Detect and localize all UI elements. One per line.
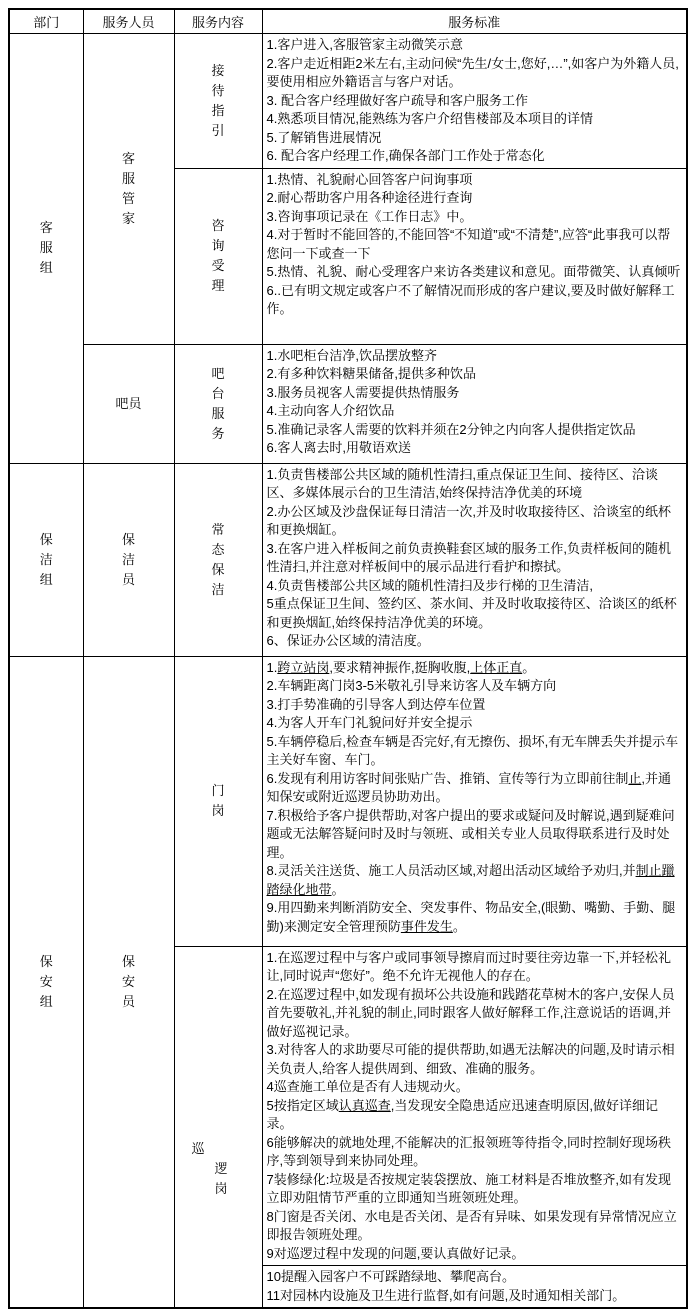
header-department: 部门 xyxy=(9,9,83,34)
cell-standards-patrol xyxy=(262,946,687,1266)
header-service-content: 服务内容 xyxy=(174,9,262,34)
cell-content-cleaning: 常 态 保 洁 xyxy=(174,463,262,656)
standard-item: 11对园林内设施及卫生进行监督,如有问题,及时通知相关部门。 xyxy=(266,1287,626,1303)
standard-item: 3.咨询事项记录在《工作日志》中。 xyxy=(266,208,473,224)
cell-standards-gate xyxy=(262,656,687,946)
standard-item: 5.了解销售进展情况 xyxy=(266,129,382,145)
cell-content-bar: 吧 台 服 务 xyxy=(174,344,262,463)
cell-staff-butler: 客 服 管 家 xyxy=(83,34,174,345)
header-service-standard: 服务标准 xyxy=(262,9,687,34)
cell-staff-guard: 保 安 员 xyxy=(83,656,174,1308)
table-header-row xyxy=(9,9,687,34)
standard-item: 6.客人离去时,用敬语欢送 xyxy=(266,440,411,455)
standard-item: 7装修绿化:垃圾是否按规定装袋摆放、施工材料是否堆放整齐,如有发现立即劝阻情节严重的立即通知当班领班处理。 xyxy=(266,1171,671,1205)
standard-item: 6.发现有利用访客时间张贴广告、推销、宣传等行为立即前往制止,并通知保安或附近巡逻员协助劝出。 xyxy=(266,770,671,804)
row-reception xyxy=(9,34,687,169)
standard-item: 4.为客人开车门礼貌问好并安全提示 xyxy=(266,715,473,730)
cell-content-patrol: 巡 逻 岗 xyxy=(174,946,262,1308)
cell-standards-reception xyxy=(262,34,687,169)
row-gate xyxy=(9,656,687,946)
standard-item: 3. 配合客户经理做好客户疏导和客户服务工作 xyxy=(266,92,528,108)
standard-item: 6能够解决的就地处理,不能解决的汇报领班等待指令,同时控制好现场秩序,等到领导到来协同处理。 xyxy=(266,1134,671,1168)
standard-item: 6、保证办公区域的清洁度。 xyxy=(266,633,430,648)
standard-item: 5.热情、礼貌、耐心受理客户来访各类建议和意见。面带微笑、认真倾听 xyxy=(266,264,681,279)
cell-standards-patrol-extra xyxy=(262,1266,687,1309)
standard-item: 3.服务员视客人需要提供热情服务 xyxy=(266,384,460,400)
row-bar xyxy=(9,344,687,463)
standard-item: 8门窗是否关闭、水电是否关闭、是否有异味、如果发现有异常情况应立即报告领班处理。 xyxy=(266,1208,677,1242)
standard-item: 2.在巡逻过程中,如发现有损坏公共设施和践踏花草树木的客户,安保人员首先要敬礼,并礼貌的制止,同时跟客人做好解释工作,注意说话的语调,并做好巡视记录。 xyxy=(266,986,675,1039)
standard-item: 4.对于暂时不能回答的,不能回答“不知道”或“不清楚”,应答“此事我可以帮您问一下或查一下 xyxy=(266,227,671,261)
standard-item: 3.在客户进入样板间之前负责换鞋套区域的服务工作,负责样板间的随机性清扫,并注意对样板间中的展示品进行看护和擦拭。 xyxy=(266,540,671,574)
standard-item: 5重点保证卫生间、签约区、茶水间、并及时收取接待区、洽谈区的纸杯和更换烟缸,始终保持洁净优美的环境。 xyxy=(266,596,677,630)
cell-department-security: 保 安 组 xyxy=(9,656,83,1308)
standard-item: 5.准确记录客人需要的饮料并须在2分钟之内向客人提供指定饮品 xyxy=(266,421,636,437)
standard-item: 2.耐心帮助客户用各种途径进行查询 xyxy=(266,190,473,205)
standard-item: 5按指定区域认真巡查,当发现安全隐患适应迅速查明原因,做好详细记录。 xyxy=(266,1097,658,1131)
standard-item: 5.车辆停稳后,检查车辆是否完好,有无擦伤、损坏,有无车牌丢失并提示车主关好车窗、车门。 xyxy=(266,733,679,767)
standard-item: 2.客户走近相距2米左右,主动问候“先生/女士,您好,…”,如客户为外籍人员,要使用相应外籍语言与客户对话。 xyxy=(266,55,679,89)
standard-item: 2.办公区域及沙盘保证每日清洁一次,并及时收取接待区、洽谈室的纸杯和更换烟缸。 xyxy=(266,503,671,537)
cell-standards-bar xyxy=(262,344,687,463)
standard-item: 1.客户进入,客服管家主动微笑示意 xyxy=(266,37,463,52)
standard-item: 1.热情、礼貌耐心回答客户问询事项 xyxy=(266,171,473,187)
standard-item: 3.对待客人的求助要尽可能的提供帮助,如遇无法解决的问题,及时请示相关负责人,给客人提供周到、细致、准确的服务。 xyxy=(266,1042,675,1076)
standard-item: 1.在巡逻过程中与客户或同事领导擦肩而过时要往旁边靠一下,并轻松礼让,同时说声“您好”。绝不允许无视他人的存在。 xyxy=(266,949,671,983)
standard-item: 4.负责售楼部公共区域的随机性清扫及步行梯的卫生清洁, xyxy=(266,577,593,593)
standard-item: 9对巡逻过程中发现的问题,要认真做好记录。 xyxy=(266,1245,525,1261)
standard-item: 1.负责售楼部公共区域的随机性清扫,重点保证卫生间、接待区、洽谈区、多媒体展示台的卫生清洁,始终保持洁净优美的环境 xyxy=(266,466,658,500)
header-service-personnel: 服务人员 xyxy=(83,9,174,34)
cell-content-gate: 门 岗 xyxy=(174,656,262,946)
cell-staff-bartender: 吧员 xyxy=(83,344,174,463)
standard-item: 1.跨立站岗,要求精神振作,挺胸收腹,上体正直。 xyxy=(266,659,536,675)
standard-item: 10提醒入园客户不可踩踏绿地、攀爬高台。 xyxy=(266,1269,515,1284)
standard-item: 9.用四勤来判断消防安全、突发事件、物品安全,(眼勤、嘴勤、手勤、腿勤)来测定安全管理预防事件发生。 xyxy=(266,900,676,934)
cell-standards-cleaning xyxy=(262,463,687,656)
cell-department-customer-service: 客 服 组 xyxy=(9,34,83,464)
standard-item: 2.车辆距离门岗3-5米敬礼引导来访客人及车辆方向 xyxy=(266,678,557,693)
standard-item: 4.主动向客人介绍饮品 xyxy=(266,403,395,418)
standard-item: 2.有多种饮料糖果储备,提供多种饮品 xyxy=(266,366,476,381)
standard-item: 8.灵活关注送货、施工人员活动区域,对超出活动区域给予劝归,并制止躐踏绿化地带。 xyxy=(266,863,675,897)
standard-item: 1.水吧柜台洁净,饮品摆放整齐 xyxy=(266,347,437,363)
standard-item: 4巡查施工单位是否有人违规动火。 xyxy=(266,1079,469,1094)
service-standards-table xyxy=(8,8,688,1309)
cell-staff-cleaner: 保 洁 员 xyxy=(83,463,174,656)
standard-item: 7.积极给予客户提供帮助,对客户提出的要求或疑问及时解说,遇到疑难问题或无法解答疑问时及时与领班、或相关专业人员取得联系进行及时处理。 xyxy=(266,807,675,860)
row-cleaning xyxy=(9,463,687,656)
cell-content-reception: 接 待 指 引 xyxy=(174,34,262,169)
standard-item: 3.打手势准确的引导客人到达停车位置 xyxy=(266,696,486,712)
cell-content-consultation: 咨 询 受 理 xyxy=(174,168,262,344)
standard-item: 6. 配合客户经理工作,确保各部门工作处于常态化 xyxy=(266,148,545,163)
standard-item: 6..已有明文规定或客户不了解情况而形成的客户建议,要及时做好解释工作。 xyxy=(266,282,675,316)
standard-item: 4.熟悉项目情况,能熟练为客户介绍售楼部及本项目的详情 xyxy=(266,111,593,126)
cell-standards-consultation xyxy=(262,168,687,344)
cell-department-cleaning: 保 洁 组 xyxy=(9,463,83,656)
